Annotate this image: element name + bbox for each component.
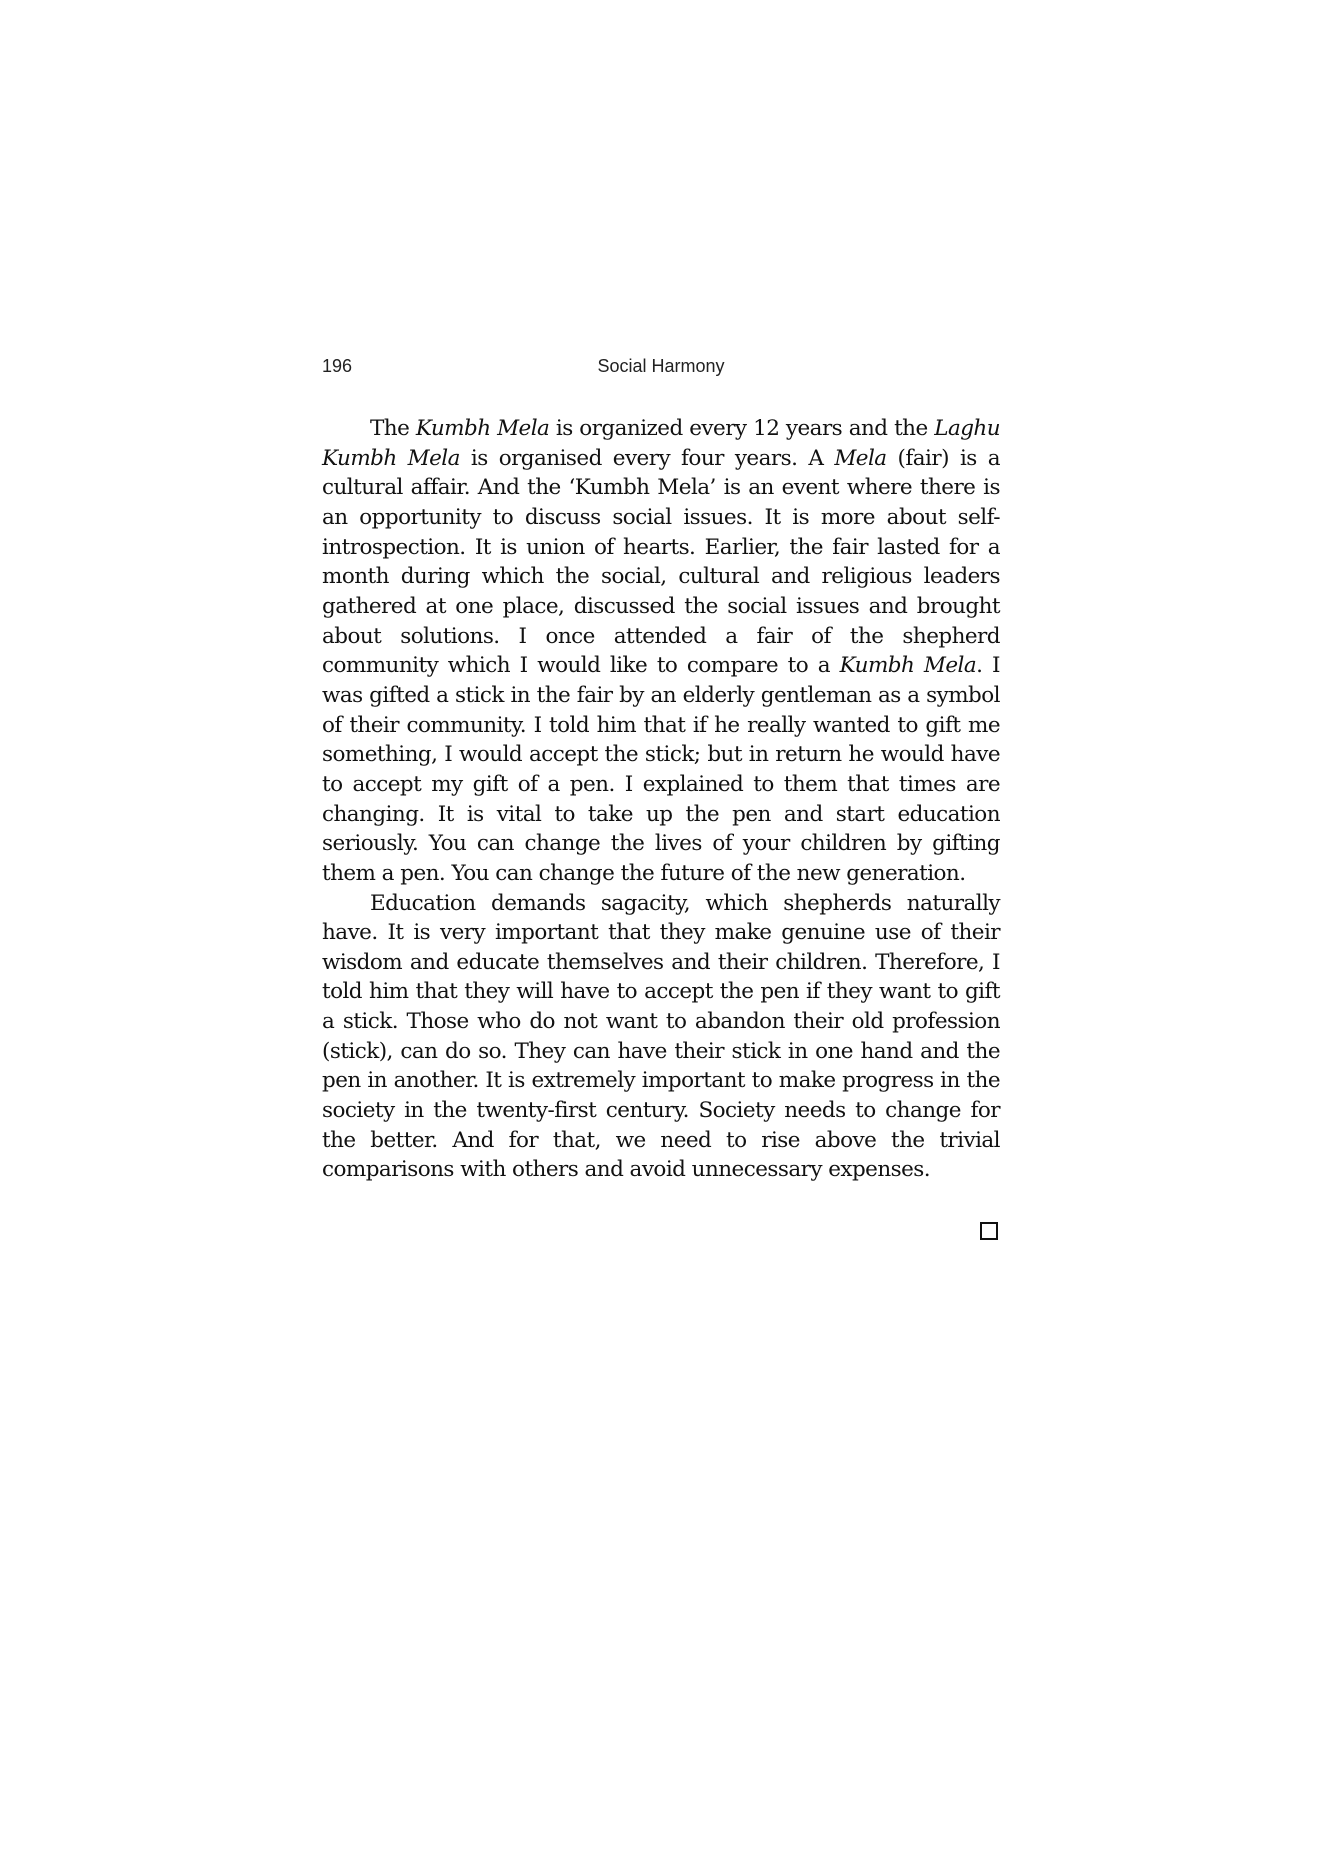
running-head (322, 354, 1000, 378)
body-text (322, 414, 1000, 1185)
text-run: is organized every 12 years and the (549, 416, 935, 441)
italic-term: Laghu Kumbh Mela (322, 416, 1001, 471)
text-run: . I was gifted a stick in the fair by an elderly gentleman as a symbol of their community. I told him that if he really wanted to gift me something, I would accept the stick; but in return he would have to accept my gift of a pen. I explained to them that times are changing. It is vital to take up the pen and start education seriously. You can change the lives of your children by gifting them a pen. You can change the future of the new generation. (322, 653, 1000, 886)
book-page (322, 0, 1000, 1872)
text-run: is organised every four years. A (459, 445, 835, 471)
italic-term: Mela (834, 445, 887, 471)
text-run: (fair) is a cultural affair. And the ‘Kumbh Mela’ is an event where there is an opportunity to discuss social issues. It is more about self-introspection. It is union of hearts. Earlier, the fair lasted for a month during which the social, cultural and religious leaders gathered at one place, discussed the social issues and brought about solutions. I once attended a fair of the shepherd community which I would like to compare to a (322, 445, 1001, 679)
text-run: The (370, 416, 416, 441)
paragraph-2 (322, 889, 1000, 1186)
text-run: Education demands sagacity, which shepherds naturally have. It is very important that they make genuine use of their wisdom and educate themselves and their children. Therefore, I told him that they will have to accept the pen if they want to gift a stick. Those who do not want to abandon their old profession (stick), can do so. They can have their stick in one hand and the pen in another. It is extremely important to make progress in the society in the twenty-first century. Society needs to change for the better. And for that, we need to rise above the trivial comparisons with others and avoid unnecessary expenses. (322, 890, 1000, 1183)
italic-term: Kumbh Mela (415, 416, 550, 441)
page-number: 196 (322, 356, 353, 376)
running-title: Social Harmony (597, 356, 725, 376)
paragraph-1 (322, 414, 1000, 889)
end-of-section-square-icon (980, 1222, 998, 1240)
italic-term: Kumbh Mela (839, 653, 977, 679)
